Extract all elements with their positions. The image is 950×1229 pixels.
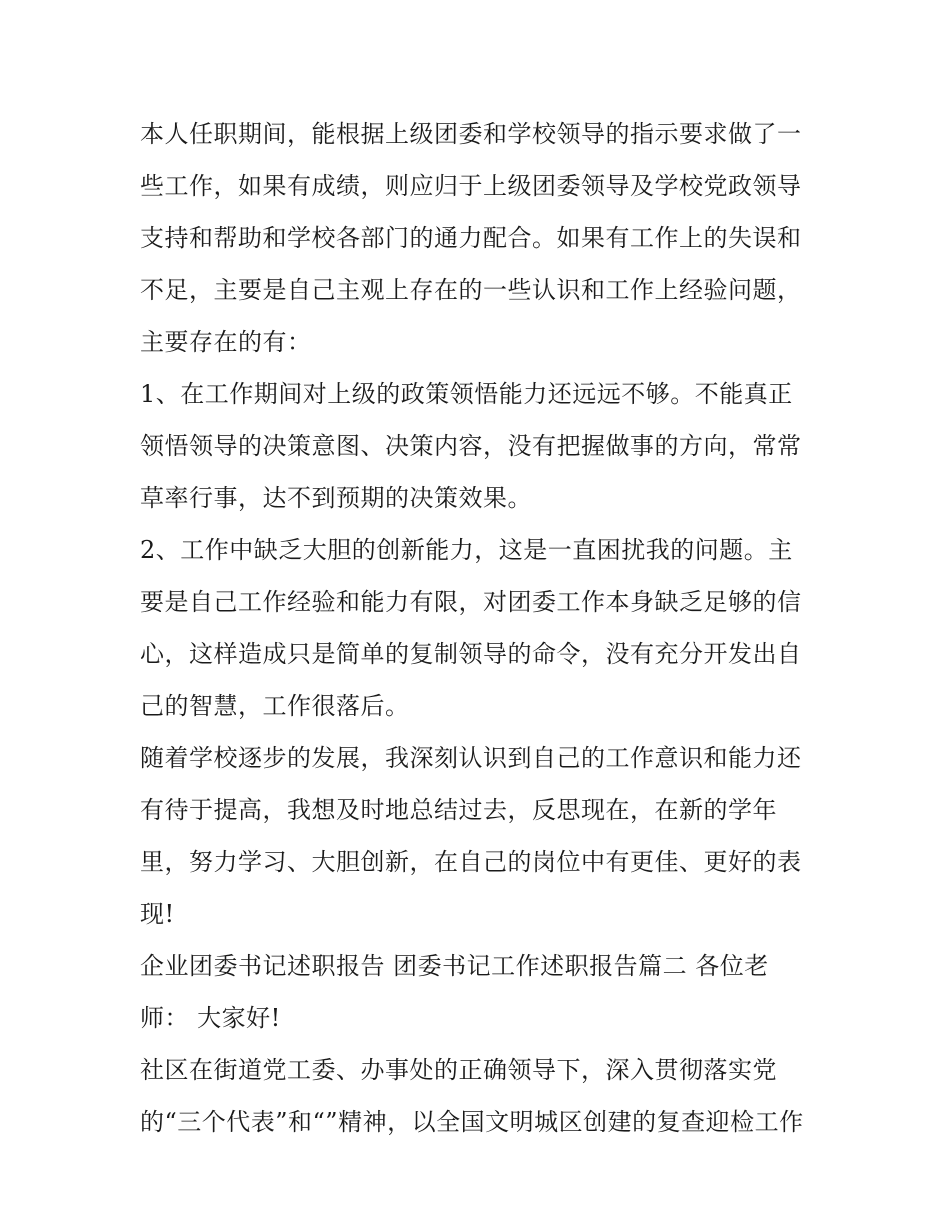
- text-line: 心，这样造成只是简单的复制领导的命令，没有充分开发出自: [140, 640, 802, 668]
- text-line: 现!: [140, 900, 175, 928]
- text-line: 1、在工作期间对上级的政策领悟能力还远远不够。不能真正: [140, 380, 793, 408]
- text-line: 社区在街道党工委、办事处的正确领导下，深入贯彻落实党: [140, 1056, 777, 1084]
- document-body: [140, 108, 820, 1148]
- text-line: 的“三个代表”和“”精神，以全国文明城区创建的复查迎检工作: [140, 1108, 804, 1136]
- text-line: 草率行事，达不到预期的决策效果。: [140, 484, 532, 512]
- text-line: 己的智慧，工作很落后。: [140, 692, 410, 720]
- text-line: 随着学校逐步的发展，我深刻认识到自己的工作意识和能力还: [140, 744, 802, 772]
- text-line: 本人任职期间，能根据上级团委和学校领导的指示要求做了一: [140, 120, 802, 148]
- text-line: 不足，主要是自己主观上存在的一些认识和工作上经验问题，: [140, 276, 802, 304]
- text-line: 主要存在的有：: [140, 328, 312, 356]
- text-line: 2、工作中缺乏大胆的创新能力，这是一直困扰我的问题。主: [140, 536, 793, 564]
- text-line: 领悟领导的决策意图、决策内容，没有把握做事的方向，常常: [140, 432, 802, 460]
- text-line: 要是自己工作经验和能力有限，对团委工作本身缺乏足够的信: [140, 588, 802, 616]
- text-line: 里，努力学习、大胆创新，在自己的岗位中有更佳、更好的表: [140, 848, 802, 876]
- text-line: 支持和帮助和学校各部门的通力配合。如果有工作上的失误和: [140, 224, 802, 252]
- text-line: 有待于提高，我想及时地总结过去，反思现在，在新的学年: [140, 796, 777, 824]
- text-line: 些工作，如果有成绩，则应归于上级团委领导及学校党政领导: [140, 172, 802, 200]
- text-line: 师： 大家好!: [140, 1004, 281, 1032]
- text-line: 企业团委书记述职报告 团委书记工作述职报告篇二 各位老: [140, 952, 769, 980]
